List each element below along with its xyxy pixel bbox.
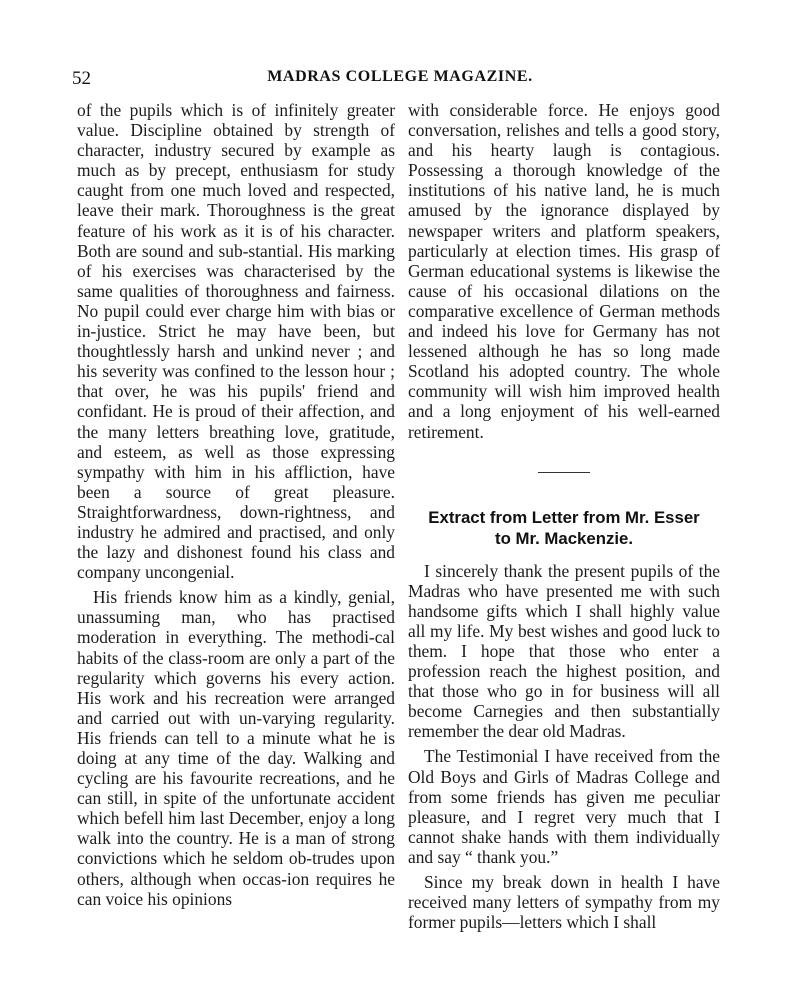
letter-heading	[408, 507, 720, 549]
section-divider	[538, 472, 590, 473]
body-paragraph: His friends know him as a kindly, genial, unassuming man, who has practised moderation in everything. The methodi-cal habits of the class-room are only a part of the regularity which governs his every action. His work and his recreation were arranged and carried out with un-varying regularity. His friends can tell to a minute what he is doing at any time of the day. Walking and cycling are his favourite recreations, and he can still, in spite of the unfortunate accident which befell him last December, enjoy a long walk into the country. He is a man of strong convictions which he seldom ob-trudes upon others, although when occas-ion requires he can voice his opinions	[77, 587, 395, 909]
body-paragraph: of the pupils which is of infinitely greater value. Discipline obtained by strength of character, industry secured by example as much as by precept, enthusiasm for study caught from one much loved and respected, leave their mark. Thoroughness is the great feature of his work as it is of his character. Both are sound and sub-stantial. His marking of his exercises was characterised by the same qualities of thoroughness and fairness. No pupil could ever charge him with bias or in-justice. Strict he may have been, but thoughtlessly harsh and unkind never ; and his severity was confined to the lesson hour ; that over, he was his pupils' friend and confidant. He is proud of their affection, and the many letters breathing love, gratitude, and esteem, as well as those expressing sympathy with him in his affliction, have been a source of great pleasure. Straightforwardness, down-rightness, and industry he admired and practised, and only the lazy and dishonest found his class and company uncongenial.	[77, 100, 395, 583]
letter-paragraph: The Testimonial I have received from the Old Boys and Girls of Madras College and from some friends has given me peculiar pleasure, and I regret very much that I cannot shake hands with them individually and say “ thank you.”	[408, 746, 720, 867]
page-number: 52	[72, 68, 91, 89]
running-head-title: MADRAS COLLEGE MAGAZINE.	[267, 68, 533, 85]
left-column	[77, 100, 395, 909]
letter-paragraph: I sincerely thank the present pupils of the Madras who have presented me with such handsome gifts which I shall highly value all my life. My best wishes and good luck to them. I hope that those who enter a profession reach the highest position, and that those who go in for business will all become Carnegies and then substantially remember the dear old Madras.	[408, 560, 720, 742]
letter-paragraph: Since my break down in health I have received many letters of sympathy from my former pupils—letters which I shall	[408, 872, 720, 933]
letter-heading-line: Extract from Letter from Mr. Esser	[428, 507, 700, 527]
right-column	[408, 100, 720, 932]
letter-heading-line: to Mr. Mackenzie.	[494, 528, 634, 548]
body-paragraph: with considerable force. He enjoys good conversation, relishes and tells a good story, and his hearty laugh is contagious. Possessing a thorough knowledge of the institutions of his native land, he is much amused by the ignorance displayed by newspaper writers and platform speakers, particularly at election times. His grasp of German educational systems is likewise the cause of his occasional dilations on the comparative excellence of German methods and indeed his love for Germany has not lessened although he has so long made Scotland his adopted country. The whole community will wish him improved health and a long enjoyment of his well-earned retirement.	[408, 100, 720, 442]
